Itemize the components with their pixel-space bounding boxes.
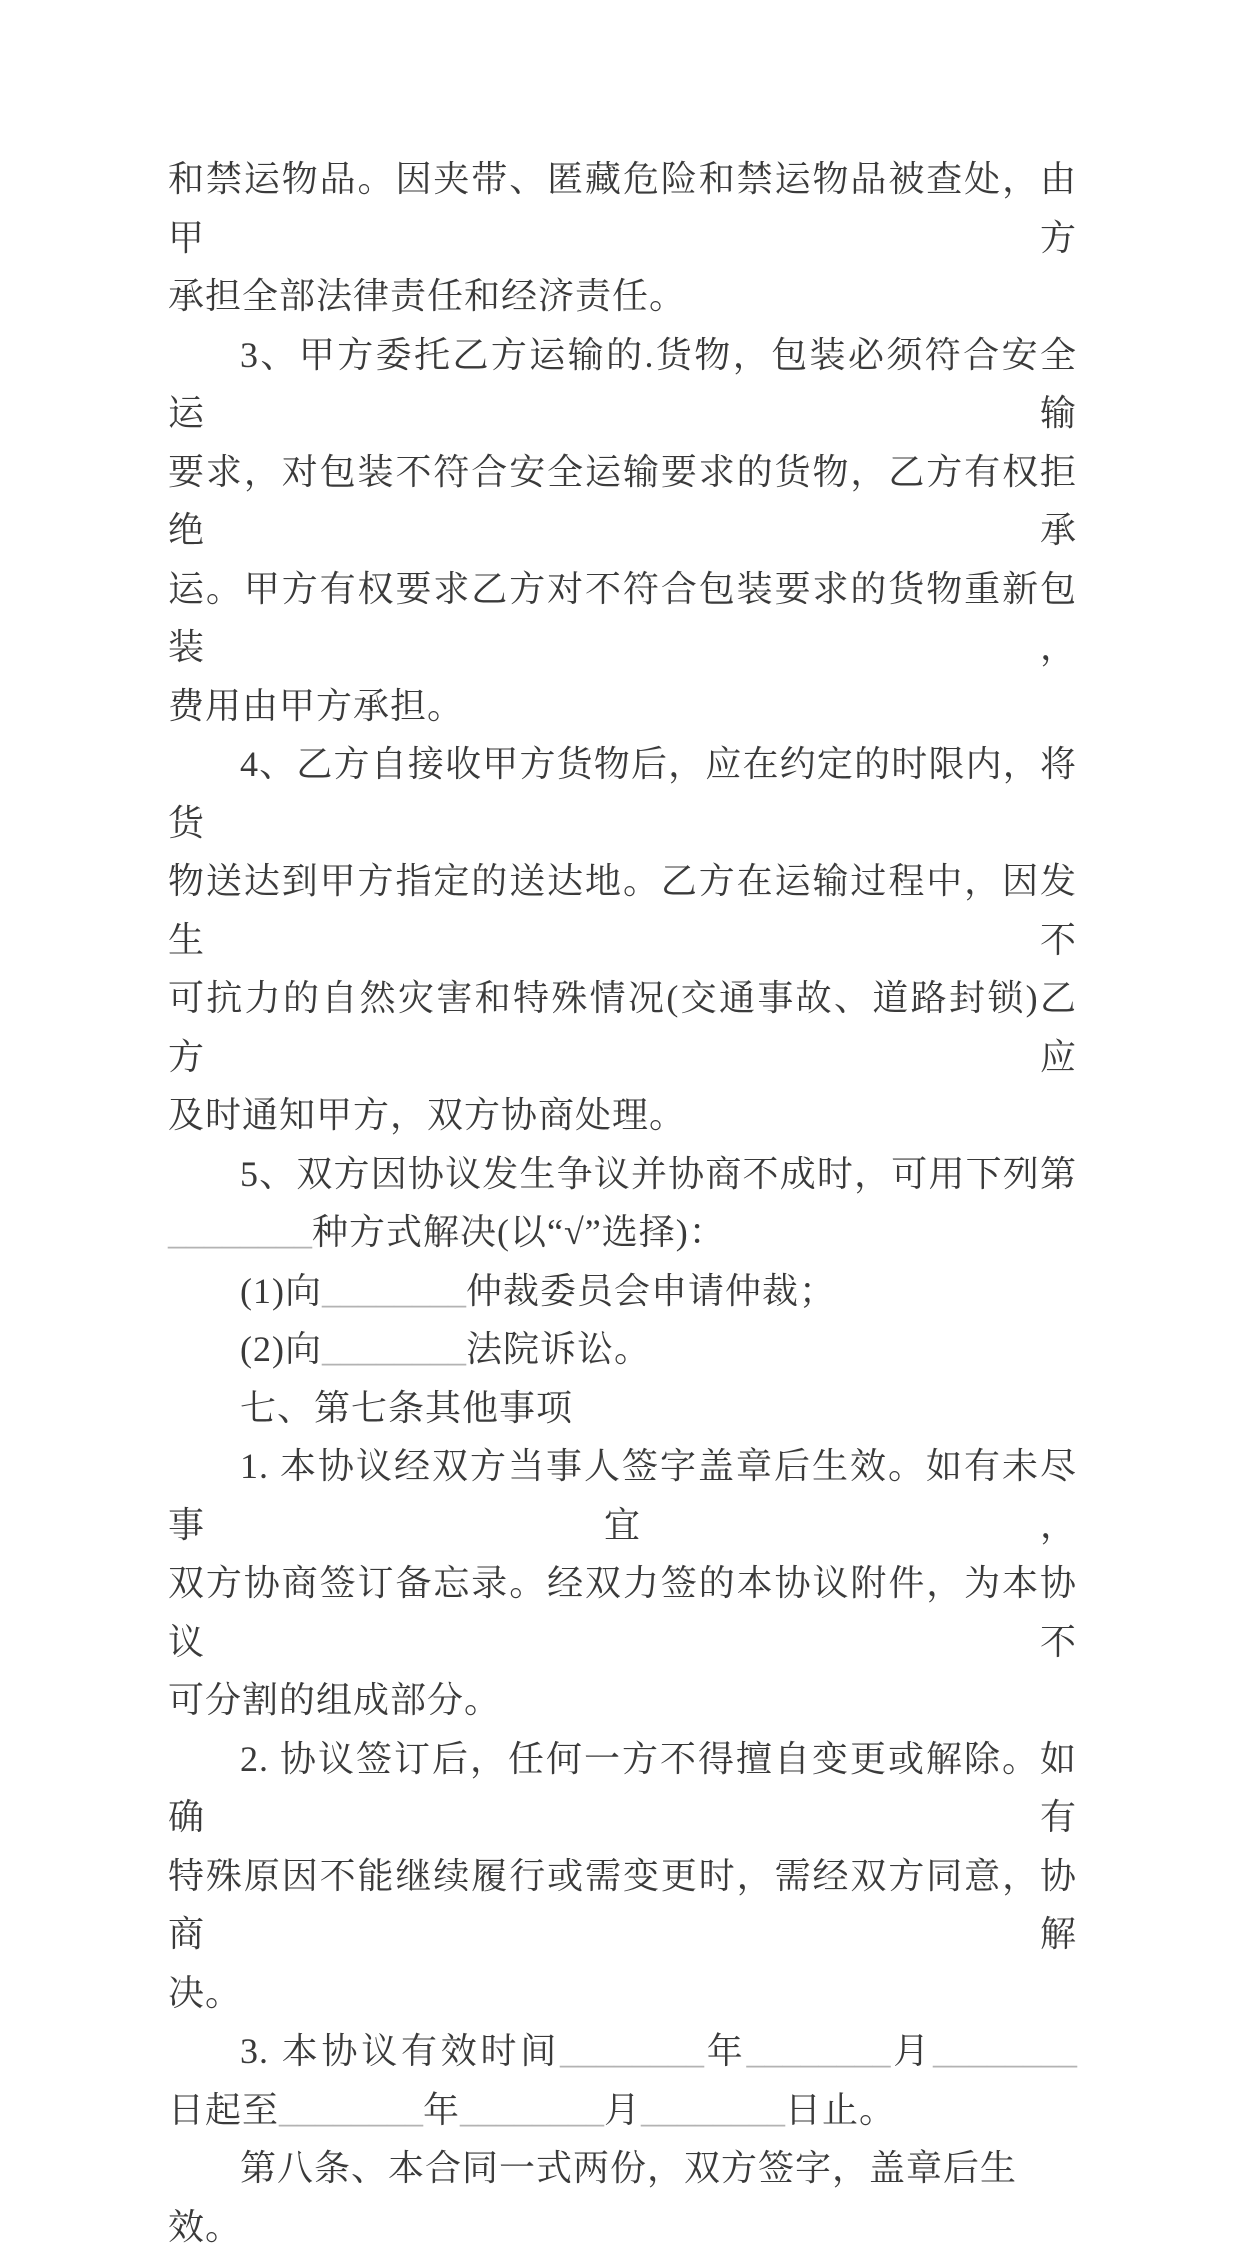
text-line (168, 1437, 1077, 1554)
text-line (168, 326, 1077, 443)
text-segment: 法院诉讼。 (465, 1329, 651, 1369)
text-segment: 月 (604, 2089, 642, 2130)
text-segment: 种方式解决(以“√”选择)： (312, 1212, 726, 1252)
text-segment: 年 (703, 2031, 747, 2071)
blank-underline-field: ________ (321, 1329, 466, 1369)
text-segment: (2)向 (240, 1329, 322, 1369)
blank-underline-field: ________ (746, 2031, 891, 2071)
text-segment: 及时通知甲方，双方协商处理。 (168, 1095, 687, 1135)
text-line (168, 1554, 1077, 1671)
text-line (168, 852, 1077, 969)
text-line (168, 969, 1077, 1086)
text-line (168, 677, 1077, 736)
text-line (168, 1320, 1077, 1379)
text-segment: 物送达到甲方指定的送达地。乙方在运输过程中，因发生不 (168, 861, 1077, 960)
text-segment: 运。甲方有权要求乙方对不符合包装要求的货物重新包装， (168, 568, 1077, 667)
text-line (168, 735, 1077, 852)
blank-underline-field: ________ (168, 1212, 312, 1252)
text-segment: 月 (890, 2031, 933, 2071)
text-segment: 承担全部法律责任和经济责任。 (168, 276, 687, 316)
blank-underline-field: ________ (641, 2089, 786, 2130)
text-segment: 特殊原因不能继续履行或需变更时，需经双方同意，协商解 (168, 1855, 1077, 1954)
text-line (168, 1379, 1077, 1438)
text-segment: 4、乙方自接收甲方货物后，应在约定的时限内，将货 (168, 744, 1077, 843)
text-line (168, 1203, 1077, 1262)
text-segment: 仲裁委员会申请仲裁； (465, 1270, 836, 1311)
text-segment: 日起至 (168, 2089, 280, 2130)
text-segment: 日止。 (785, 2089, 897, 2130)
text-line (168, 150, 1077, 267)
blank-underline-field: ________ (321, 1270, 466, 1311)
text-line (168, 1086, 1077, 1145)
blank-underline-field: ________ (460, 2089, 605, 2130)
text-segment: 和禁运物品。因夹带、匿藏危险和禁运物品被查处，由甲方 (168, 159, 1077, 258)
text-segment: 5、双方因协议发生争议并协商不成时，可用下列第 (240, 1153, 1077, 1194)
text-line (168, 2139, 1077, 2256)
text-line (168, 1262, 1077, 1321)
text-line (168, 2022, 1077, 2081)
text-segment: 1. 本协议经双方当事人签字盖章后生效。如有未尽事宜， (168, 1446, 1077, 1545)
text-segment: 双方协商签订备忘录。经双力签的本协议附件，为本协议不 (168, 1563, 1077, 1662)
text-line (168, 267, 1077, 326)
blank-underline-field: ________ (559, 2031, 704, 2071)
text-segment: 3. 本协议有效时间 (240, 2031, 560, 2071)
text-line (168, 560, 1077, 677)
text-segment: 第八条、本合同一式两份，双方签字，盖章后生效。 (168, 2148, 1018, 2247)
text-segment: 2. 协议签订后，任何一方不得擅自变更或解除。如确有 (168, 1738, 1077, 1837)
text-line (168, 1730, 1077, 1847)
text-line (168, 443, 1077, 560)
text-line (168, 1964, 1077, 2023)
text-segment: 3、甲方委托乙方运输的.货物，包装必须符合安全运输 (168, 334, 1077, 433)
text-segment: 可分割的组成部分。 (168, 1680, 502, 1720)
blank-underline-field: ________ (279, 2089, 424, 2130)
text-segment: (1)向 (240, 1270, 322, 1311)
text-segment: 七、第七条其他事项 (240, 1387, 574, 1428)
blank-underline-field: ________ (932, 2031, 1077, 2071)
text-segment: 决。 (168, 1972, 243, 2013)
text-segment: 年 (423, 2089, 461, 2130)
text-segment: 要求，对包装不符合安全运输要求的货物，乙方有权拒绝承 (168, 451, 1077, 550)
text-line (168, 1145, 1077, 1204)
text-segment: 费用由甲方承担。 (168, 685, 465, 726)
text-line (168, 1847, 1077, 1964)
text-segment: 可抗力的自然灾害和特殊情况(交通事故、道路封锁)乙方应 (168, 978, 1077, 1077)
text-line (168, 1671, 1077, 1730)
text-line (168, 2081, 1077, 2140)
